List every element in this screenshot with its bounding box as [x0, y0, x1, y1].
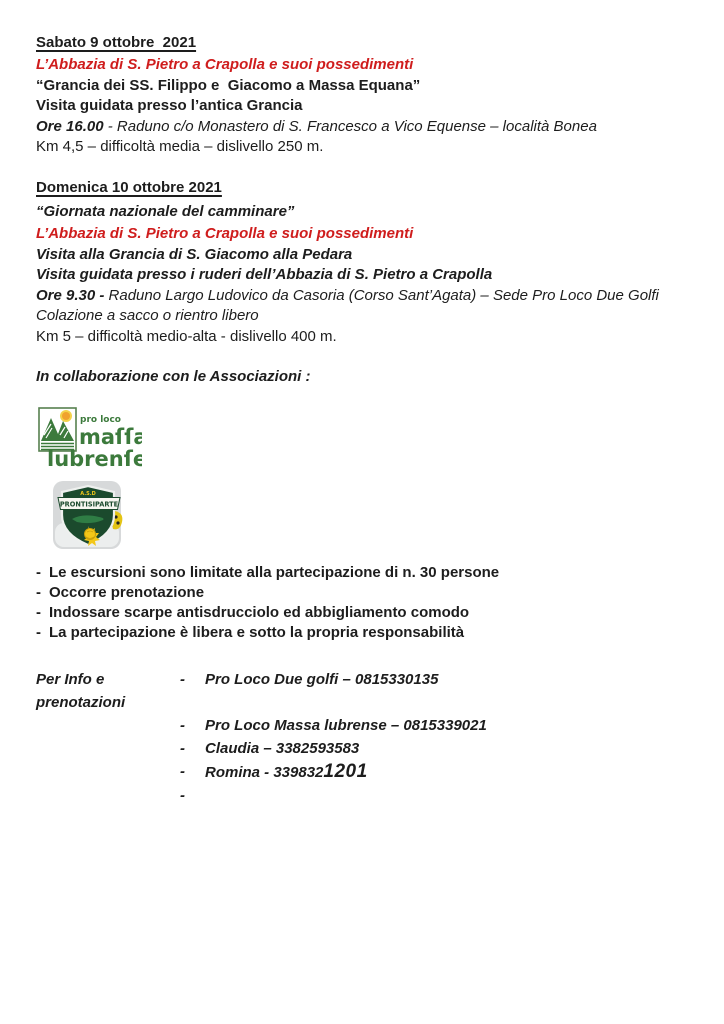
event-sunday-meeting-point: Raduno Largo Ludovico da Casoria (Corso Sant’Agata) – Sede Pro Loco Due Golfi [104, 286, 659, 304]
event-sunday-visit-line-1: Visita alla Grancia di S. Giacomo alla Pedara [36, 245, 353, 263]
contact-dash: - [180, 740, 185, 757]
bullet-dash: - [36, 624, 41, 641]
contact-spacer [36, 760, 180, 784]
contact-dash: - [180, 787, 185, 804]
contact-spacer [36, 714, 180, 737]
contact-row [36, 784, 487, 807]
event-sunday-title: Domenica 10 ottobre 2021 [36, 179, 222, 196]
bullet-dash: - [36, 564, 41, 581]
contact-text: Claudia – 3382593583 [205, 740, 360, 757]
contact-row [36, 737, 487, 760]
event-saturday-title: Sabato 9 ottobre 2021 [36, 34, 197, 51]
rule-text: Le escursioni sono limitate alla partecipazione di n. 30 persone [49, 564, 500, 581]
logo-text-pro-loco: pro loco [80, 415, 121, 425]
event-sunday-time-line [36, 286, 659, 307]
event-saturday-red-heading: L’Abbazia di S. Pietro a Crapolla e suoi possedimenti [36, 56, 414, 73]
prontisiparte-logo-graphic [53, 481, 125, 553]
rule-item [36, 583, 499, 603]
contact-row [36, 668, 487, 714]
rule-item [36, 623, 499, 643]
contact-text-large-digits: 1201 [323, 761, 368, 782]
contact-dash: - [180, 763, 185, 780]
logo-text-lubrense: lubrenſe [47, 447, 142, 471]
contact-dash: - [180, 717, 185, 734]
sun-icon [62, 412, 70, 420]
prontisiparte-logo [53, 481, 125, 558]
partial-object-detail-2 [116, 521, 119, 524]
bullet-dash: - [36, 604, 41, 621]
rules-section [36, 563, 499, 643]
contact-text: Pro Loco Massa lubrense – 0815339021 [205, 717, 487, 734]
event-sunday-time: Ore 9.30 - [36, 286, 105, 304]
contact-spacer [36, 784, 180, 807]
event-sunday-section [36, 176, 659, 347]
event-saturday-time: Ore 16.00 [36, 117, 104, 135]
massa-lubrense-logo-graphic [38, 405, 142, 471]
pro-loco-massa-lubrense-logo [38, 405, 142, 476]
contact-text: Pro Loco Due golfi – 0815330135 [205, 671, 439, 688]
contact-row [36, 714, 487, 737]
contact-spacer [36, 737, 180, 760]
rule-item [36, 563, 499, 583]
event-sunday-lunch-line: Colazione a sacco o rientro libero [36, 307, 259, 324]
contact-row [36, 760, 487, 784]
event-saturday-grancia-line: “Grancia dei SS. Filippo e Giacomo a Massa Equana” [36, 76, 421, 94]
bullet-dash: - [36, 584, 41, 601]
event-saturday-meeting-point: - Raduno c/o Monastero di S. Francesco a Vico Equense – località Bonea [103, 117, 597, 135]
contacts-section [36, 668, 487, 807]
rule-item [36, 603, 499, 623]
collaboration-heading: In collaborazione con le Associazioni : [36, 368, 311, 385]
rule-text: La partecipazione è libera e sotto la propria responsabilità [49, 624, 465, 641]
contact-dash: - [180, 671, 185, 688]
event-saturday-distance: Km 4,5 – difficoltà media – dislivello 250 m. [36, 138, 324, 155]
event-saturday-time-line [36, 117, 597, 138]
sun-center [85, 529, 96, 540]
event-sunday-distance: Km 5 – difficoltà medio-alta - dislivello 400 m. [36, 327, 337, 345]
logo-text-massa: maſſa [79, 425, 142, 449]
shield-banner-text: PRONTISIPARTE [59, 500, 119, 509]
event-saturday-section [36, 31, 597, 158]
contact-text [205, 760, 368, 784]
event-saturday-visit-line: Visita guidata presso l’antica Grancia [36, 97, 303, 114]
contact-text-normal: Romina - 339832 [205, 764, 324, 781]
event-sunday-subtitle: “Giornata nazionale del camminare” [36, 203, 295, 220]
event-sunday-visit-line-2: Visita guidata presso i ruderi dell’Abbazia di S. Pietro a Crapolla [36, 266, 493, 283]
rule-text: Occorre prenotazione [49, 584, 205, 601]
collaboration-section [36, 368, 311, 385]
contacts-label: Per Info e prenotazioni [36, 671, 126, 711]
shield-asd-text: A.S.D [80, 491, 96, 497]
event-sunday-red-heading: L’Abbazia di S. Pietro a Crapolla e suoi possedimenti [36, 225, 414, 242]
rule-text: Indossare scarpe antisdrucciolo ed abbigliamento comodo [49, 604, 470, 621]
